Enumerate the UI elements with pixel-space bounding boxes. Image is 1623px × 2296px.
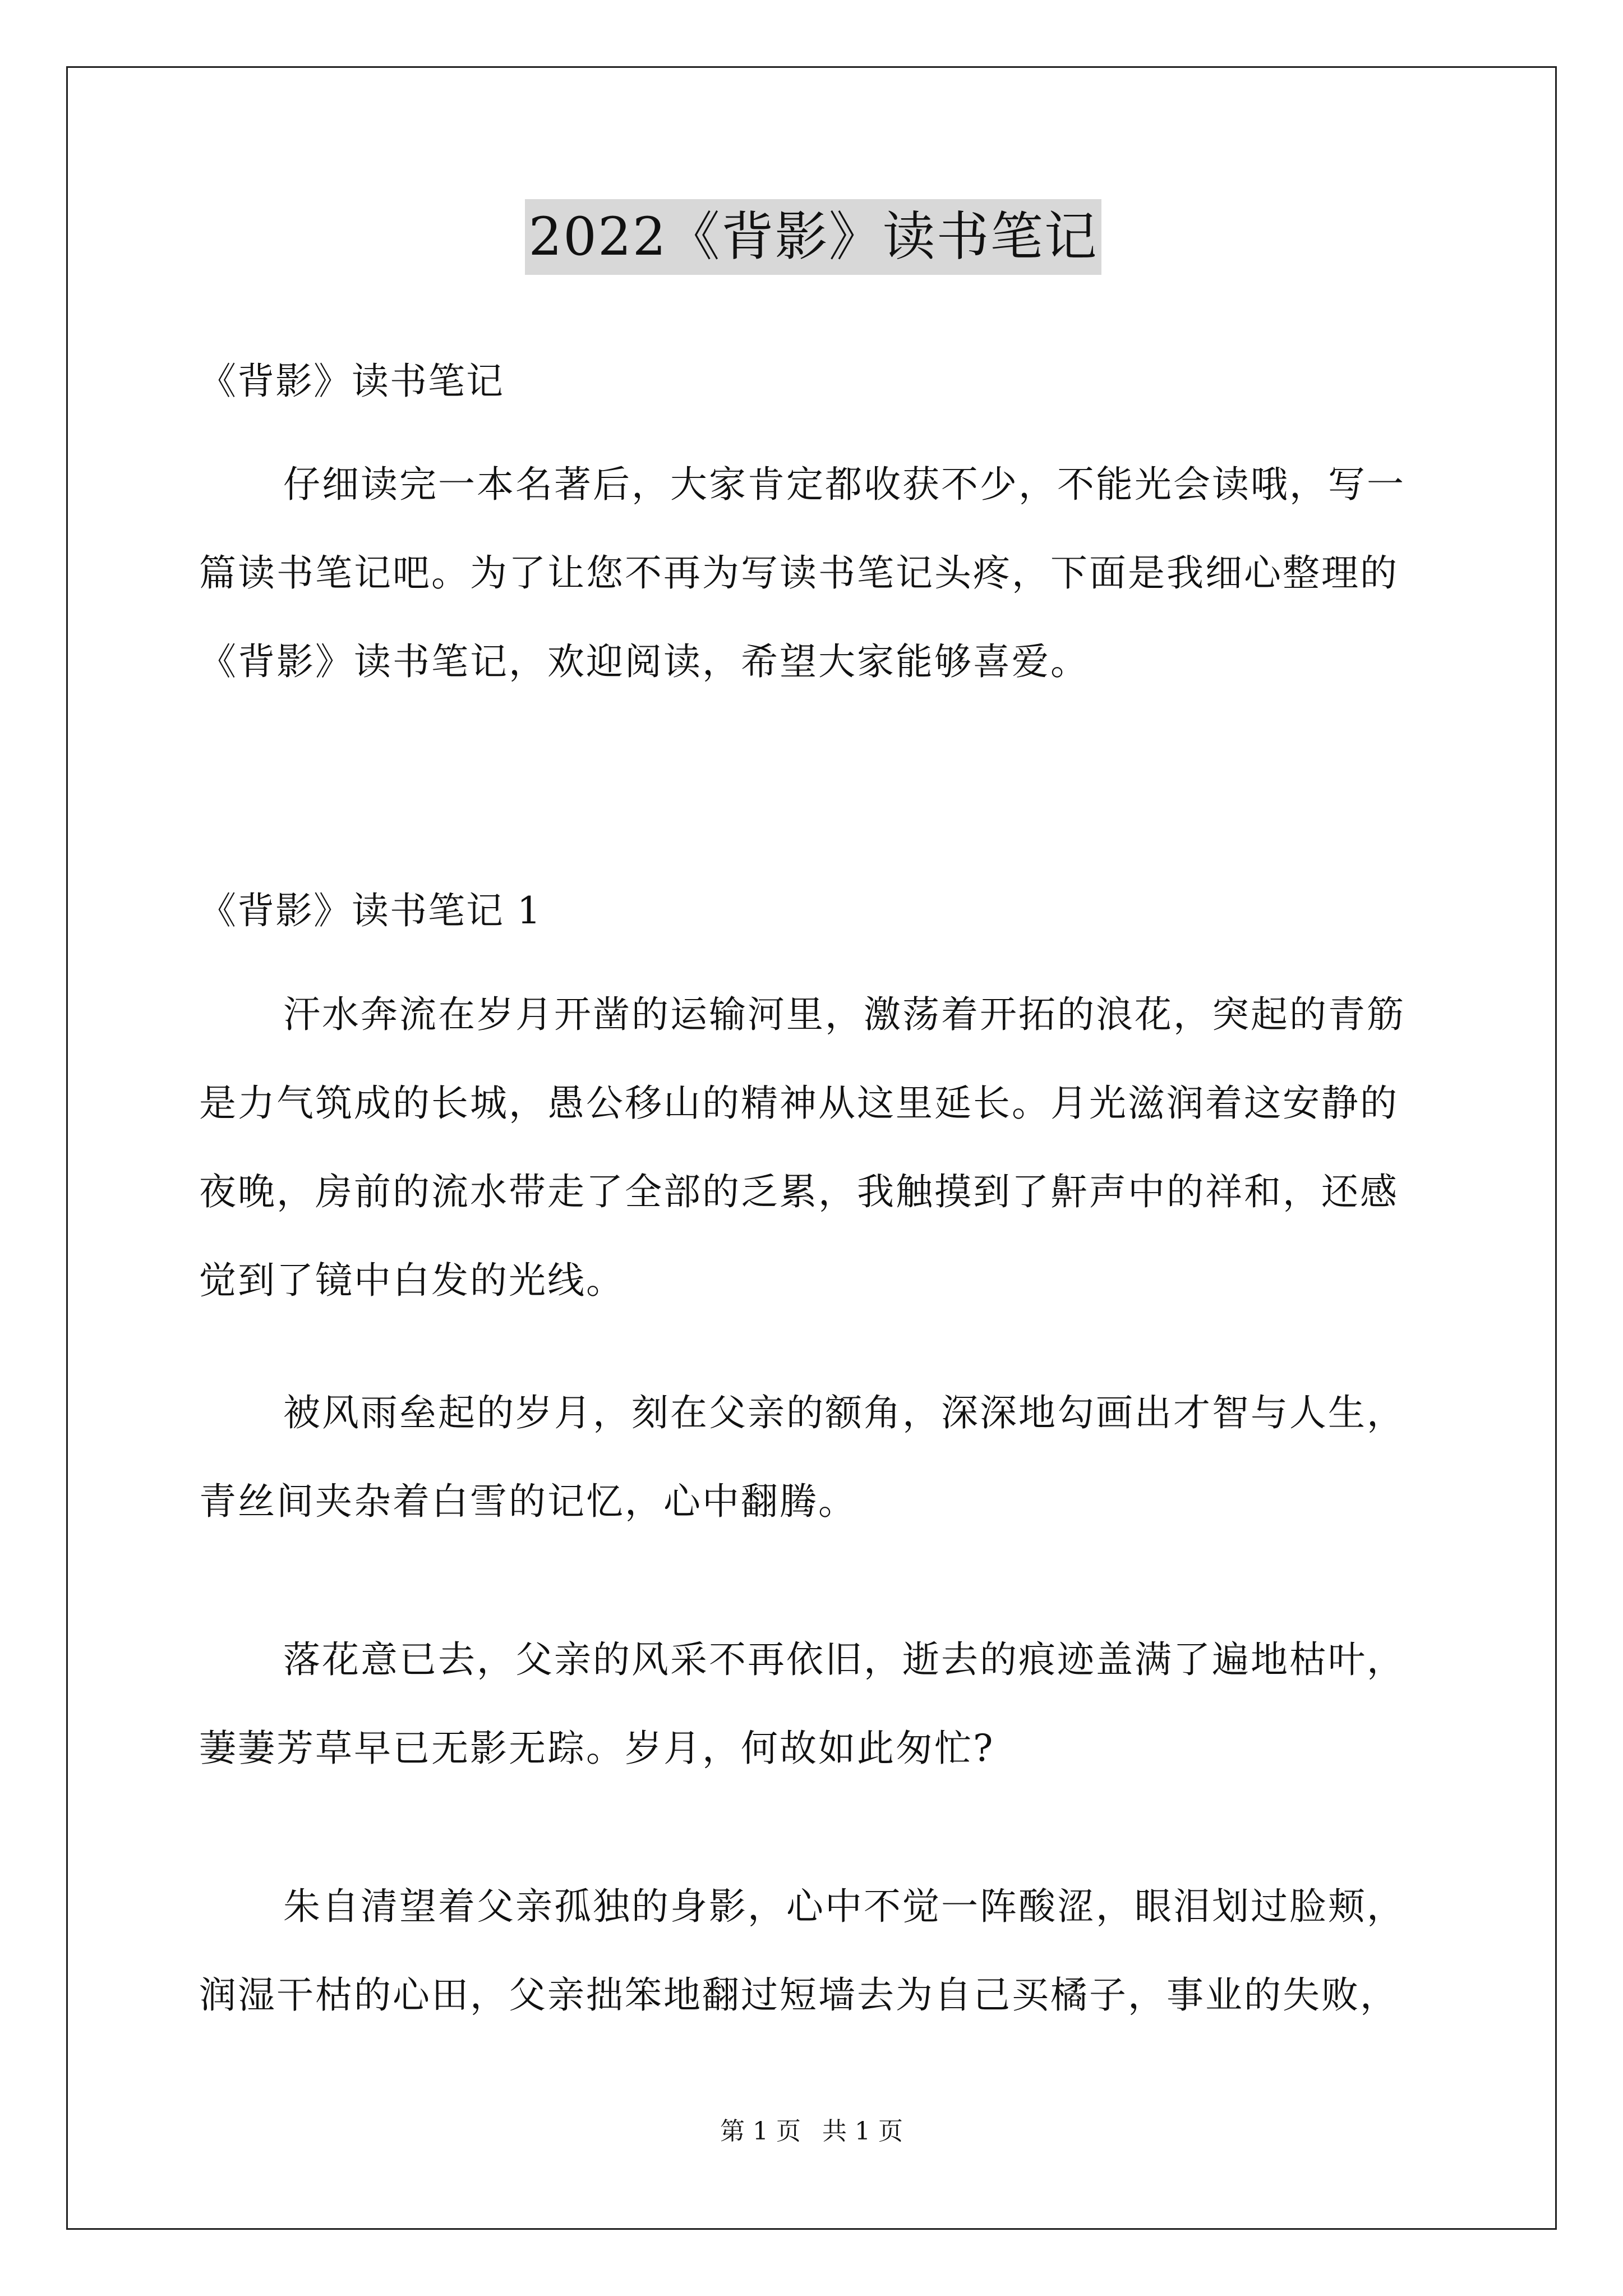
body-paragraph-4: 朱自清望着父亲孤独的身影，心中不觉一阵酸涩，眼泪划过脸颊，润湿干枯的心田，父亲拙笨地翻过短墙去为自己买橘子，事业的失败，: [199, 1885, 1405, 2017]
page-number: 第 1 页: [720, 2117, 801, 2146]
page-footer: [0, 2115, 1623, 2148]
document-title: 2022《背影》读书笔记: [525, 199, 1101, 275]
body-paragraph-1: 汗水奔流在岁月开凿的运输河里，激荡着开拓的浪花，突起的青筋是力气筑成的长城，愚公移山的精神从这里延长。月光滋润着这安静的夜晚，房前的流水带走了全部的乏累，我触摸到了鼾声中的祥和，还感觉到了镜中白发的光线。: [199, 993, 1405, 1302]
intro-paragraph: 仔细读完一本名著后，大家肯定都收获不少，不能光会读哦，写一篇读书笔记吧。为了让您不再为写读书笔记头疼，下面是我细心整理的《背影》读书笔记，欢迎阅读，希望大家能够喜爱。: [199, 463, 1405, 683]
page-total: 共 1 页: [822, 2117, 903, 2146]
intro-heading: 《背影》读书笔记: [199, 360, 504, 403]
body-paragraph-3: 落花意已去，父亲的风采不再依旧，逝去的痕迹盖满了遍地枯叶，萋萋芳草早已无影无踪。岁月，何故如此匆忙?: [199, 1638, 1405, 1770]
title-wrap: [199, 199, 1427, 275]
body-paragraph-2: 被风雨垒起的岁月，刻在父亲的额角，深深地勾画出才智与人生，青丝间夹杂着白雪的记忆，心中翻腾。: [199, 1391, 1405, 1523]
section-heading: 《背影》读书笔记 1: [199, 889, 542, 932]
